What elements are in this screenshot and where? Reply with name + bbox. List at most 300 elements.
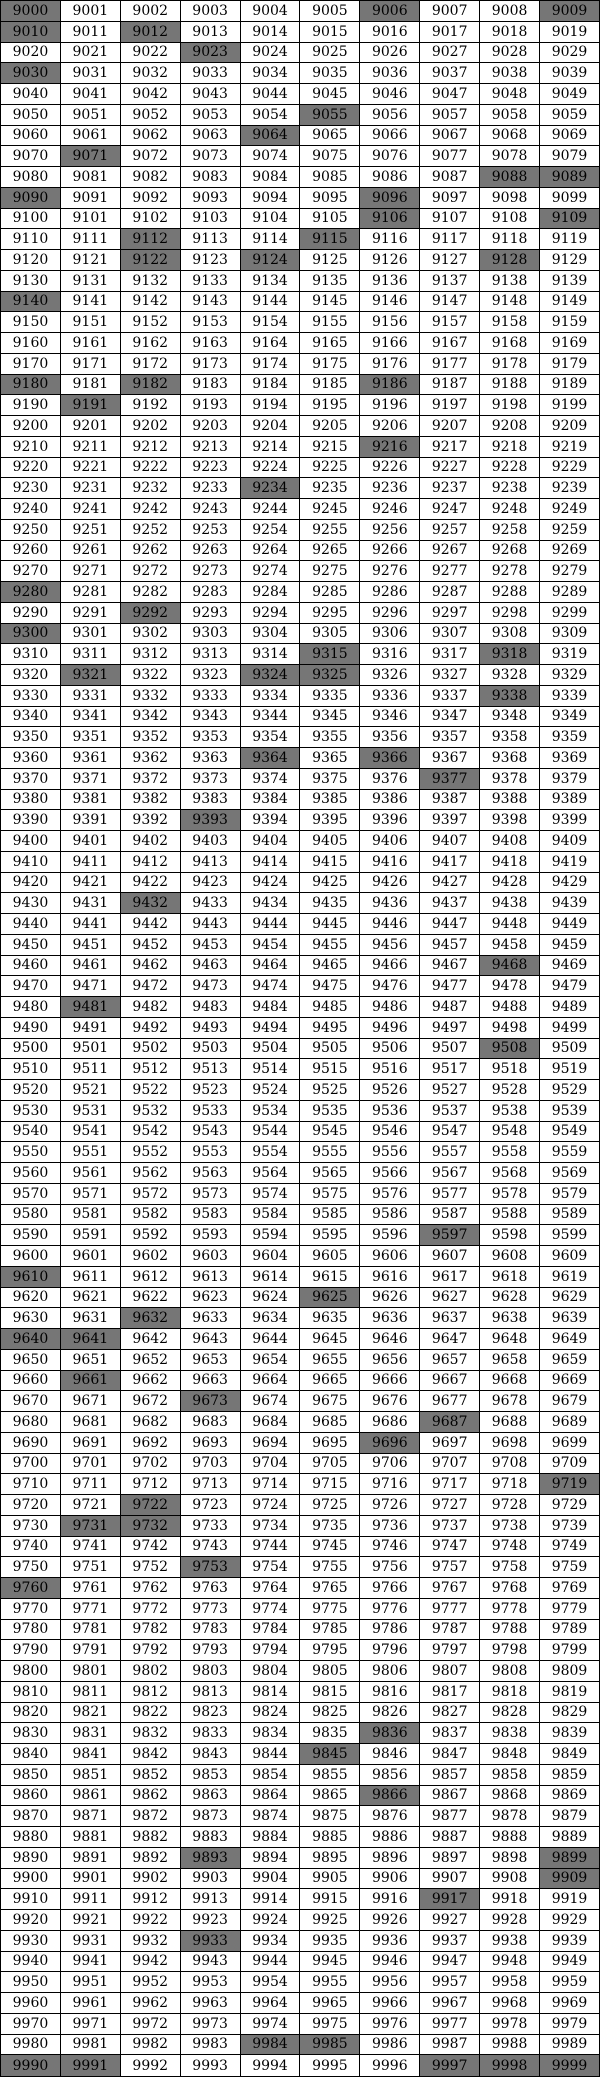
table-row: [1, 561, 600, 582]
table-row: [1, 789, 600, 810]
number-cell: 9751: [60, 1557, 120, 1578]
number-cell: 9060: [1, 125, 61, 146]
table-row: [1, 1806, 600, 1827]
number-cell: 9560: [1, 1163, 61, 1184]
number-cell: 9251: [60, 519, 120, 540]
highlighted-number-cell: 9999: [540, 2055, 600, 2077]
number-cell: 9412: [120, 851, 180, 872]
number-cell: 9307: [420, 623, 480, 644]
number-cell: 9294: [240, 602, 300, 623]
number-cell: 9389: [540, 789, 600, 810]
number-cell: 9839: [540, 1723, 600, 1744]
number-cell: 9133: [180, 270, 240, 291]
number-cell: 9359: [540, 727, 600, 748]
number-cell: 9239: [540, 478, 600, 499]
number-cell: 9807: [420, 1661, 480, 1682]
number-cell: 9886: [360, 1827, 420, 1848]
highlighted-number-cell: 9106: [360, 208, 420, 229]
number-cell: 9792: [120, 1640, 180, 1661]
number-cell: 9528: [480, 1080, 540, 1101]
highlighted-number-cell: 9115: [300, 229, 360, 250]
number-cell: 9193: [180, 395, 240, 416]
number-cell: 9987: [420, 2034, 480, 2055]
number-cell: 9672: [120, 1391, 180, 1412]
highlighted-number-cell: 9610: [1, 1266, 61, 1287]
table-row: [1, 1619, 600, 1640]
number-cell: 9681: [60, 1412, 120, 1433]
number-cell: 9863: [180, 1785, 240, 1806]
highlighted-number-cell: 9640: [1, 1329, 61, 1350]
number-cell: 9260: [1, 540, 61, 561]
number-cell: 9515: [300, 1059, 360, 1080]
table-row: [1, 1744, 600, 1765]
number-cell: 9172: [120, 353, 180, 374]
number-cell: 9082: [120, 167, 180, 188]
number-cell: 9094: [240, 187, 300, 208]
number-cell: 9511: [60, 1059, 120, 1080]
table-row: [1, 104, 600, 125]
number-cell: 9656: [360, 1349, 420, 1370]
highlighted-number-cell: 9984: [240, 2034, 300, 2055]
number-cell: 9689: [540, 1412, 600, 1433]
number-cell: 9039: [540, 63, 600, 84]
number-cell: 9229: [540, 457, 600, 478]
number-cell: 9091: [60, 187, 120, 208]
number-cell: 9950: [1, 1972, 61, 1993]
number-cell: 9855: [300, 1764, 360, 1785]
number-cell: 9907: [420, 1868, 480, 1889]
number-cell: 9754: [240, 1557, 300, 1578]
number-cell: 9480: [1, 997, 61, 1018]
number-cell: 9752: [120, 1557, 180, 1578]
number-cell: 9278: [480, 561, 540, 582]
number-cell: 9535: [300, 1100, 360, 1121]
number-cell: 9759: [540, 1557, 600, 1578]
number-cell: 9804: [240, 1661, 300, 1682]
table-row: [1, 125, 600, 146]
highlighted-number-cell: 9893: [180, 1847, 240, 1868]
number-cell: 9549: [540, 1121, 600, 1142]
number-cell: 9896: [360, 1847, 420, 1868]
number-cell: 9312: [120, 644, 180, 665]
number-cell: 9496: [360, 1017, 420, 1038]
number-cell: 9663: [180, 1370, 240, 1391]
number-cell: 9290: [1, 602, 61, 623]
number-cell: 9477: [420, 976, 480, 997]
number-cell: 9963: [180, 1993, 240, 2014]
number-cell: 9946: [360, 1951, 420, 1972]
number-cell: 9086: [360, 167, 420, 188]
number-cell: 9230: [1, 478, 61, 499]
number-cell: 9743: [180, 1536, 240, 1557]
number-cell: 9968: [480, 1993, 540, 2014]
number-cell: 9912: [120, 1889, 180, 1910]
number-cell: 9700: [1, 1453, 61, 1474]
number-cell: 9881: [60, 1827, 120, 1848]
number-cell: 9649: [540, 1329, 600, 1350]
number-cell: 9799: [540, 1640, 600, 1661]
highlighted-number-cell: 9122: [120, 250, 180, 271]
number-cell: 9684: [240, 1412, 300, 1433]
number-cell: 9797: [420, 1640, 480, 1661]
number-cell: 9406: [360, 831, 420, 852]
number-cell: 9974: [240, 2013, 300, 2034]
number-cell: 9626: [360, 1287, 420, 1308]
number-cell: 9373: [180, 768, 240, 789]
number-cell: 9017: [420, 21, 480, 42]
number-cell: 9507: [420, 1038, 480, 1059]
number-cell: 9918: [480, 1889, 540, 1910]
number-cell: 9657: [420, 1349, 480, 1370]
number-cell: 9388: [480, 789, 540, 810]
number-cell: 9841: [60, 1744, 120, 1765]
number-cell: 9614: [240, 1266, 300, 1287]
number-cell: 9805: [300, 1661, 360, 1682]
highlighted-number-cell: 9088: [480, 167, 540, 188]
number-cell: 9430: [1, 893, 61, 914]
number-cell: 9266: [360, 540, 420, 561]
number-cell: 9910: [1, 1889, 61, 1910]
highlighted-number-cell: 9023: [180, 42, 240, 63]
number-cell: 9794: [240, 1640, 300, 1661]
number-cell: 9215: [300, 436, 360, 457]
number-cell: 9456: [360, 934, 420, 955]
number-cell: 9493: [180, 1017, 240, 1038]
number-cell: 9469: [540, 955, 600, 976]
number-cell: 9714: [240, 1474, 300, 1495]
number-cell: 9697: [420, 1432, 480, 1453]
number-cell: 9624: [240, 1287, 300, 1308]
table-row: [1, 187, 600, 208]
number-cell: 9168: [480, 333, 540, 354]
table-row: [1, 955, 600, 976]
number-cell: 9773: [180, 1598, 240, 1619]
number-cell: 9185: [300, 374, 360, 395]
table-row: [1, 1847, 600, 1868]
number-cell: 9054: [240, 104, 300, 125]
number-cell: 9598: [480, 1225, 540, 1246]
table-row: [1, 1204, 600, 1225]
number-cell: 9245: [300, 499, 360, 520]
number-cell: 9716: [360, 1474, 420, 1495]
number-cell: 9763: [180, 1578, 240, 1599]
number-cell: 9227: [420, 457, 480, 478]
number-cell: 9176: [360, 353, 420, 374]
number-cell: 9484: [240, 997, 300, 1018]
number-cell: 9576: [360, 1183, 420, 1204]
number-cell: 9474: [240, 976, 300, 997]
number-cell: 9905: [300, 1868, 360, 1889]
number-cell: 9958: [480, 1972, 540, 1993]
number-cell: 9635: [300, 1308, 360, 1329]
number-cell: 9296: [360, 602, 420, 623]
highlighted-number-cell: 9089: [540, 167, 600, 188]
number-cell: 9447: [420, 914, 480, 935]
number-cell: 9363: [180, 748, 240, 769]
number-cell: 9159: [540, 312, 600, 333]
number-cell: 9514: [240, 1059, 300, 1080]
number-cell: 9874: [240, 1806, 300, 1827]
highlighted-number-cell: 9933: [180, 1930, 240, 1951]
number-cell: 9602: [120, 1246, 180, 1267]
number-cell: 9287: [420, 582, 480, 603]
number-cell: 9865: [300, 1785, 360, 1806]
number-cell: 9225: [300, 457, 360, 478]
number-cell: 9911: [60, 1889, 120, 1910]
number-cell: 9178: [480, 353, 540, 374]
number-cell: 9291: [60, 602, 120, 623]
number-cell: 9940: [1, 1951, 61, 1972]
number-cell: 9988: [480, 2034, 540, 2055]
number-cell: 9587: [420, 1204, 480, 1225]
number-cell: 9889: [540, 1827, 600, 1848]
highlighted-number-cell: 9315: [300, 644, 360, 665]
number-cell: 9043: [180, 84, 240, 105]
number-cell: 9368: [480, 748, 540, 769]
highlighted-number-cell: 9324: [240, 665, 300, 686]
number-cell: 9264: [240, 540, 300, 561]
number-cell: 9119: [540, 229, 600, 250]
number-cell: 9400: [1, 831, 61, 852]
number-cell: 9589: [540, 1204, 600, 1225]
highlighted-number-cell: 9468: [480, 955, 540, 976]
number-cell: 9072: [120, 146, 180, 167]
number-cell: 9575: [300, 1183, 360, 1204]
number-cell: 9233: [180, 478, 240, 499]
number-cell: 9559: [540, 1142, 600, 1163]
number-cell: 9925: [300, 1910, 360, 1931]
number-cell: 9267: [420, 540, 480, 561]
number-cell: 9385: [300, 789, 360, 810]
number-cell: 9913: [180, 1889, 240, 1910]
table-row: [1, 1080, 600, 1101]
number-cell: 9463: [180, 955, 240, 976]
number-cell: 9691: [60, 1432, 120, 1453]
number-cell: 9095: [300, 187, 360, 208]
number-cell: 9192: [120, 395, 180, 416]
number-cell: 9840: [1, 1744, 61, 1765]
highlighted-number-cell: 9186: [360, 374, 420, 395]
number-cell: 9642: [120, 1329, 180, 1350]
number-cell: 9857: [420, 1764, 480, 1785]
number-cell: 9645: [300, 1329, 360, 1350]
number-cell: 9778: [480, 1598, 540, 1619]
number-cell: 9459: [540, 934, 600, 955]
number-cell: 9165: [300, 333, 360, 354]
number-cell: 9586: [360, 1204, 420, 1225]
number-cell: 9453: [180, 934, 240, 955]
number-cell: 9196: [360, 395, 420, 416]
number-cell: 9664: [240, 1370, 300, 1391]
number-cell: 9590: [1, 1225, 61, 1246]
highlighted-number-cell: 9321: [60, 665, 120, 686]
number-cell: 9723: [180, 1495, 240, 1516]
number-cell: 9853: [180, 1764, 240, 1785]
table-row: [1, 1246, 600, 1267]
number-cell: 9733: [180, 1515, 240, 1536]
number-cell: 9702: [120, 1453, 180, 1474]
number-cell: 9194: [240, 395, 300, 416]
number-cell: 9093: [180, 187, 240, 208]
number-cell: 9329: [540, 665, 600, 686]
number-cell: 9101: [60, 208, 120, 229]
number-cell: 9450: [1, 934, 61, 955]
number-cell: 9758: [480, 1557, 540, 1578]
number-cell: 9567: [420, 1163, 480, 1184]
number-cell: 9693: [180, 1432, 240, 1453]
table-row: [1, 1225, 600, 1246]
number-cell: 9495: [300, 1017, 360, 1038]
table-row: [1, 748, 600, 769]
number-cell: 9068: [480, 125, 540, 146]
number-cell: 9683: [180, 1412, 240, 1433]
number-cell: 9779: [540, 1598, 600, 1619]
number-cell: 9080: [1, 167, 61, 188]
table-row: [1, 914, 600, 935]
number-cell: 9862: [120, 1785, 180, 1806]
number-cell: 9820: [1, 1702, 61, 1723]
number-cell: 9284: [240, 582, 300, 603]
highlighted-number-cell: 9096: [360, 187, 420, 208]
number-cell: 9298: [480, 602, 540, 623]
highlighted-number-cell: 9012: [120, 21, 180, 42]
number-cell: 9860: [1, 1785, 61, 1806]
number-cell: 9983: [180, 2034, 240, 2055]
number-cell: 9478: [480, 976, 540, 997]
number-cell: 9034: [240, 63, 300, 84]
number-cell: 9757: [420, 1557, 480, 1578]
number-cell: 9482: [120, 997, 180, 1018]
highlighted-number-cell: 9393: [180, 810, 240, 831]
number-cell: 9961: [60, 1993, 120, 2014]
number-cell: 9619: [540, 1266, 600, 1287]
number-cell: 9422: [120, 872, 180, 893]
number-cell: 9273: [180, 561, 240, 582]
number-cell: 9600: [1, 1246, 61, 1267]
number-cell: 9834: [240, 1723, 300, 1744]
number-cell: 9428: [480, 872, 540, 893]
number-cell: 9332: [120, 685, 180, 706]
number-cell: 9103: [180, 208, 240, 229]
table-row: [1, 416, 600, 437]
number-cell: 9399: [540, 810, 600, 831]
number-cell: 9042: [120, 84, 180, 105]
number-cell: 9969: [540, 1993, 600, 2014]
number-cell: 9531: [60, 1100, 120, 1121]
table-row: [1, 1702, 600, 1723]
number-cell: 9460: [1, 955, 61, 976]
number-cell: 9351: [60, 727, 120, 748]
number-cell: 9876: [360, 1806, 420, 1827]
number-cell: 9670: [1, 1391, 61, 1412]
table-row: [1, 1121, 600, 1142]
highlighted-number-cell: 9364: [240, 748, 300, 769]
number-cell: 9214: [240, 436, 300, 457]
number-cell: 9800: [1, 1661, 61, 1682]
highlighted-number-cell: 9673: [180, 1391, 240, 1412]
number-cell: 9404: [240, 831, 300, 852]
number-cell: 9375: [300, 768, 360, 789]
number-cell: 9557: [420, 1142, 480, 1163]
number-cell: 9798: [480, 1640, 540, 1661]
highlighted-number-cell: 9071: [60, 146, 120, 167]
number-cell: 9113: [180, 229, 240, 250]
number-cell: 9920: [1, 1910, 61, 1931]
number-cell: 9818: [480, 1681, 540, 1702]
number-cell: 9599: [540, 1225, 600, 1246]
number-cell: 9879: [540, 1806, 600, 1827]
number-cell: 9705: [300, 1453, 360, 1474]
highlighted-number-cell: 9866: [360, 1785, 420, 1806]
number-cell: 9771: [60, 1598, 120, 1619]
highlighted-number-cell: 9064: [240, 125, 300, 146]
number-cell: 9099: [540, 187, 600, 208]
number-cell: 9259: [540, 519, 600, 540]
number-cell: 9565: [300, 1163, 360, 1184]
number-cell: 9156: [360, 312, 420, 333]
number-cell: 9084: [240, 167, 300, 188]
number-cell: 9551: [60, 1142, 120, 1163]
number-cell: 9924: [240, 1910, 300, 1931]
number-cell: 9221: [60, 457, 120, 478]
number-cell: 9787: [420, 1619, 480, 1640]
number-cell: 9608: [480, 1246, 540, 1267]
number-cell: 9309: [540, 623, 600, 644]
number-cell: 9451: [60, 934, 120, 955]
table-row: [1, 623, 600, 644]
number-cell: 9506: [360, 1038, 420, 1059]
number-cell: 9523: [180, 1080, 240, 1101]
number-cell: 9097: [420, 187, 480, 208]
number-cell: 9908: [480, 1868, 540, 1889]
number-cell: 9829: [540, 1702, 600, 1723]
number-cell: 9547: [420, 1121, 480, 1142]
number-cell: 9074: [240, 146, 300, 167]
number-cell: 9169: [540, 333, 600, 354]
number-cell: 9144: [240, 291, 300, 312]
number-cell: 9803: [180, 1661, 240, 1682]
number-cell: 9525: [300, 1080, 360, 1101]
number-cell: 9219: [540, 436, 600, 457]
table-row: [1, 1681, 600, 1702]
number-cell: 9888: [480, 1827, 540, 1848]
highlighted-number-cell: 9318: [480, 644, 540, 665]
number-cell: 9056: [360, 104, 420, 125]
number-cell: 9123: [180, 250, 240, 271]
highlighted-number-cell: 9180: [1, 374, 61, 395]
number-cell: 9928: [480, 1910, 540, 1931]
number-cell: 9271: [60, 561, 120, 582]
highlighted-number-cell: 9009: [540, 1, 600, 22]
number-cell: 9690: [1, 1432, 61, 1453]
highlighted-number-cell: 9030: [1, 63, 61, 84]
number-cell: 9637: [420, 1308, 480, 1329]
number-cell: 9323: [180, 665, 240, 686]
number-cell: 9842: [120, 1744, 180, 1765]
number-cell: 9982: [120, 2034, 180, 2055]
number-cell: 9465: [300, 955, 360, 976]
number-cell: 9464: [240, 955, 300, 976]
number-cell: 9232: [120, 478, 180, 499]
number-cell: 9509: [540, 1038, 600, 1059]
number-cell: 9883: [180, 1827, 240, 1848]
table-row: [1, 146, 600, 167]
number-cell: 9157: [420, 312, 480, 333]
number-cell: 9728: [480, 1495, 540, 1516]
number-cell: 9992: [120, 2055, 180, 2077]
number-cell: 9848: [480, 1744, 540, 1765]
number-cell: 9976: [360, 2013, 420, 2034]
